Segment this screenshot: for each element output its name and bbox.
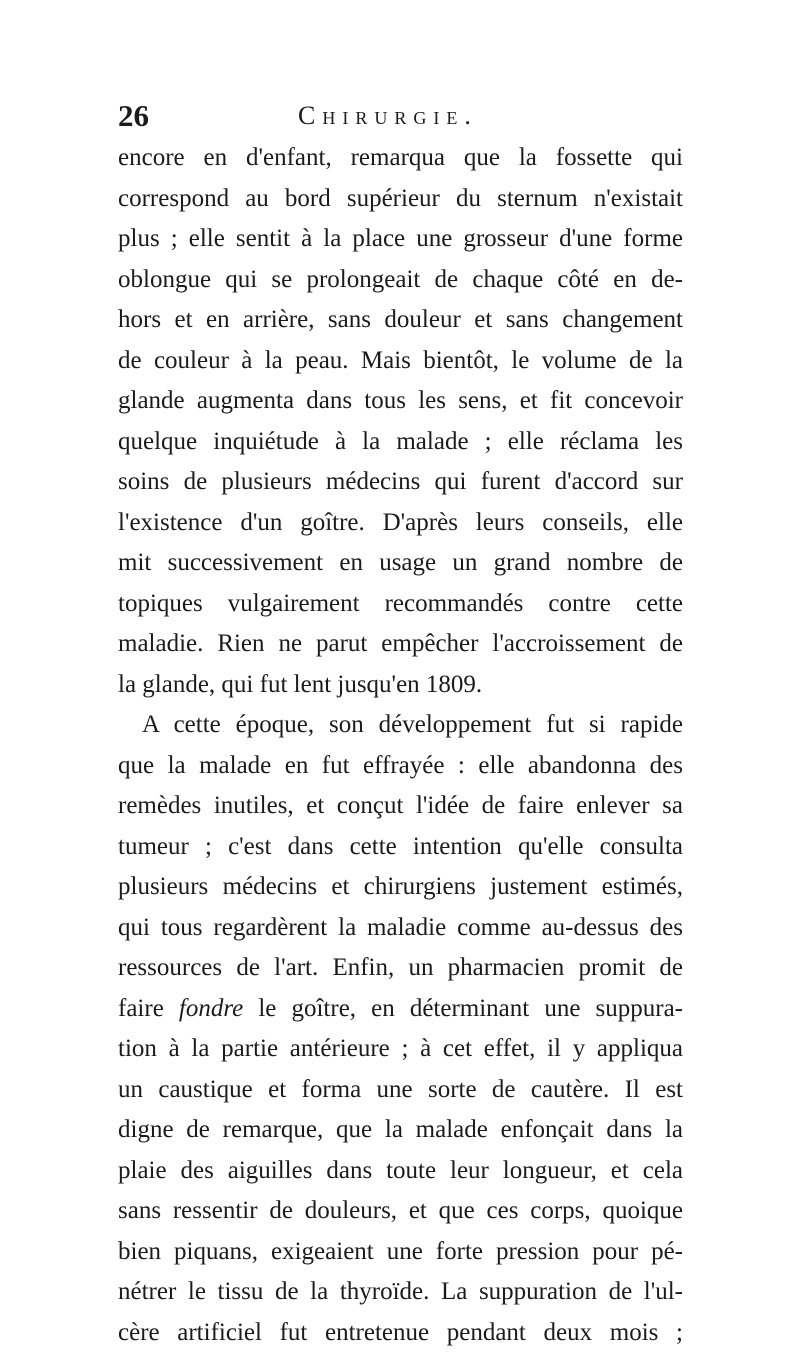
text-line: encore en d'enfant, remarqua que la fossette qui — [118, 138, 683, 179]
text-line: qui tous regardèrent la maladie comme au-dessus des — [118, 908, 683, 949]
italic-word: fondre — [179, 995, 243, 1022]
text-line: de couleur à la peau. Mais bientôt, le volume de la — [118, 341, 683, 382]
text-line: un caustique et forma une sorte de cautère. Il est — [118, 1070, 683, 1111]
text-line: topiques vulgairement recommandés contre cette — [118, 584, 683, 625]
text-line: ressources de l'art. Enfin, un pharmacien promit de — [118, 948, 683, 989]
page-header — [118, 96, 688, 136]
text-line: la glande, qui fut lent jusqu'en 1809. — [118, 665, 683, 706]
text-line: plaie des aiguilles dans toute leur longueur, et cela — [118, 1151, 683, 1192]
text-line: tion à la partie antérieure ; à cet effet, il y appliqua — [118, 1029, 683, 1070]
text-line: tumeur ; c'est dans cette intention qu'elle consulta — [118, 827, 683, 868]
text-line: remèdes inutiles, et conçut l'idée de faire enlever sa — [118, 786, 683, 827]
text-line: mit successivement en usage un grand nombre de — [118, 543, 683, 584]
text-line: hors et en arrière, sans douleur et sans changement — [118, 300, 683, 341]
page-number: 26 — [118, 96, 149, 136]
text-line: cère artificiel fut entretenue pendant deux mois ; — [118, 1313, 683, 1353]
text-line: l'existence d'un goître. D'après leurs conseils, elle — [118, 503, 683, 544]
text-line: glande augmenta dans tous les sens, et fit concevoir — [118, 381, 683, 422]
text-line: quelque inquiétude à la malade ; elle réclama les — [118, 422, 683, 463]
text-line: plusieurs médecins et chirurgiens justement estimés, — [118, 867, 683, 908]
text-line: A cette époque, son développement fut si rapide — [118, 705, 683, 746]
text-line: digne de remarque, que la malade enfonçait dans la — [118, 1110, 683, 1151]
text-line: bien piquans, exigeaient une forte pression pour pé- — [118, 1232, 683, 1273]
text-line: oblongue qui se prolongeait de chaque côté en de- — [118, 260, 683, 301]
text-line-with-italic: faire fondre le goître, en déterminant une suppura- — [118, 989, 683, 1030]
text-line: nétrer le tissu de la thyroïde. La suppuration de l'ul- — [118, 1272, 683, 1313]
text-line: maladie. Rien ne parut empêcher l'accroissement de — [118, 624, 683, 665]
text-line: que la malade en fut effrayée : elle abandonna des — [118, 746, 683, 787]
text-line: correspond au bord supérieur du sternum n'existait — [118, 179, 683, 220]
text-line: plus ; elle sentit à la place une grosseur d'une forme — [118, 219, 683, 260]
running-title: Chirurgie. — [298, 96, 478, 136]
text-line: soins de plusieurs médecins qui furent d'accord sur — [118, 462, 683, 503]
text-line: sans ressentir de douleurs, et que ces corps, quoique — [118, 1191, 683, 1232]
body-text — [118, 138, 683, 1353]
